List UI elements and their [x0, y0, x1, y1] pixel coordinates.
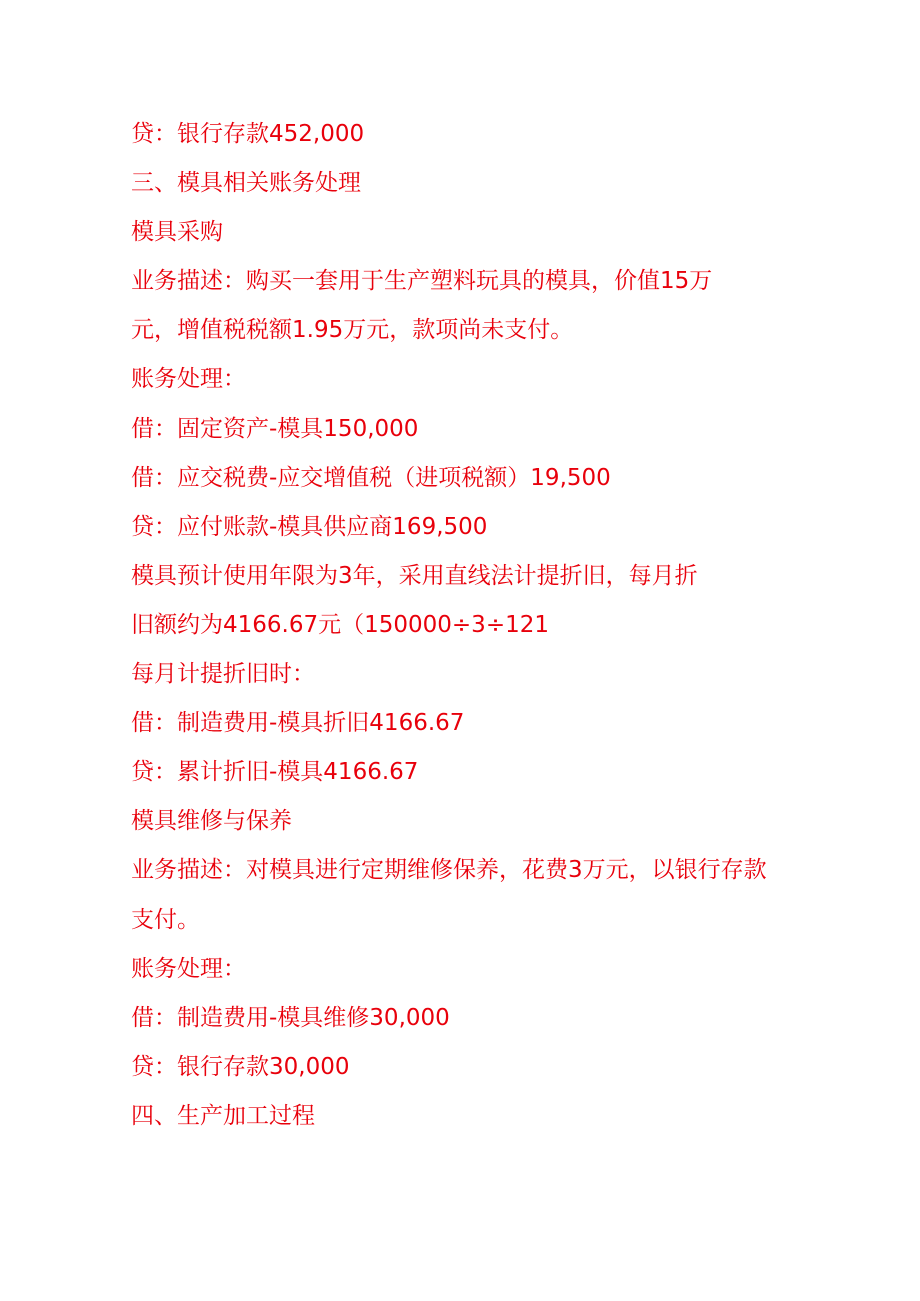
subheading-mold-purchase: 模具采购: [131, 219, 223, 246]
section-heading-production-process: 四、生产加工过程: [131, 1102, 315, 1129]
accounting-treatment-label-2: 账务处理：: [131, 955, 246, 982]
depreciation-description-line-1: 模具预计使用年限为3年，采用直线法计提折旧，每月折: [131, 562, 698, 589]
credit-line-bank-deposit: 贷：银行存款452,000: [131, 121, 365, 147]
maintenance-description-line-2: 支付。: [131, 906, 200, 933]
purchase-description-line-1: 业务描述：购买一套用于生产塑料玩具的模具，价值15万: [131, 268, 713, 295]
credit-line-bank-deposit-2: 贷：银行存款30,000: [131, 1053, 350, 1080]
section-heading-mold-accounting: 三、模具相关账务处理: [131, 170, 361, 197]
debit-line-input-vat: 借：应交税费-应交增值税（进项税额）19,500: [131, 464, 611, 491]
purchase-description-line-2: 元，增值税税额1.95万元，款项尚未支付。: [131, 317, 574, 344]
credit-line-accounts-payable: 贷：应付账款-模具供应商169,500: [131, 513, 488, 540]
debit-line-fixed-assets: 借：固定资产-模具150,000: [131, 415, 419, 442]
maintenance-description-line-1: 业务描述：对模具进行定期维修保养，花费3万元，以银行存款: [131, 857, 767, 884]
debit-line-manufacturing-maintenance: 借：制造费用-模具维修30,000: [131, 1004, 450, 1031]
accounting-treatment-label: 账务处理：: [131, 366, 246, 393]
credit-line-accumulated-depreciation: 贷：累计折旧-模具4166.67: [131, 759, 419, 786]
monthly-depreciation-label: 每月计提折旧时：: [131, 661, 315, 688]
debit-line-manufacturing-depreciation: 借：制造费用-模具折旧4166.67: [131, 710, 465, 737]
document-body: [131, 110, 831, 1141]
depreciation-description-line-2: 旧额约为4166.67元（150000÷3÷121: [131, 611, 549, 638]
subheading-mold-maintenance: 模具维修与保养: [131, 808, 292, 835]
